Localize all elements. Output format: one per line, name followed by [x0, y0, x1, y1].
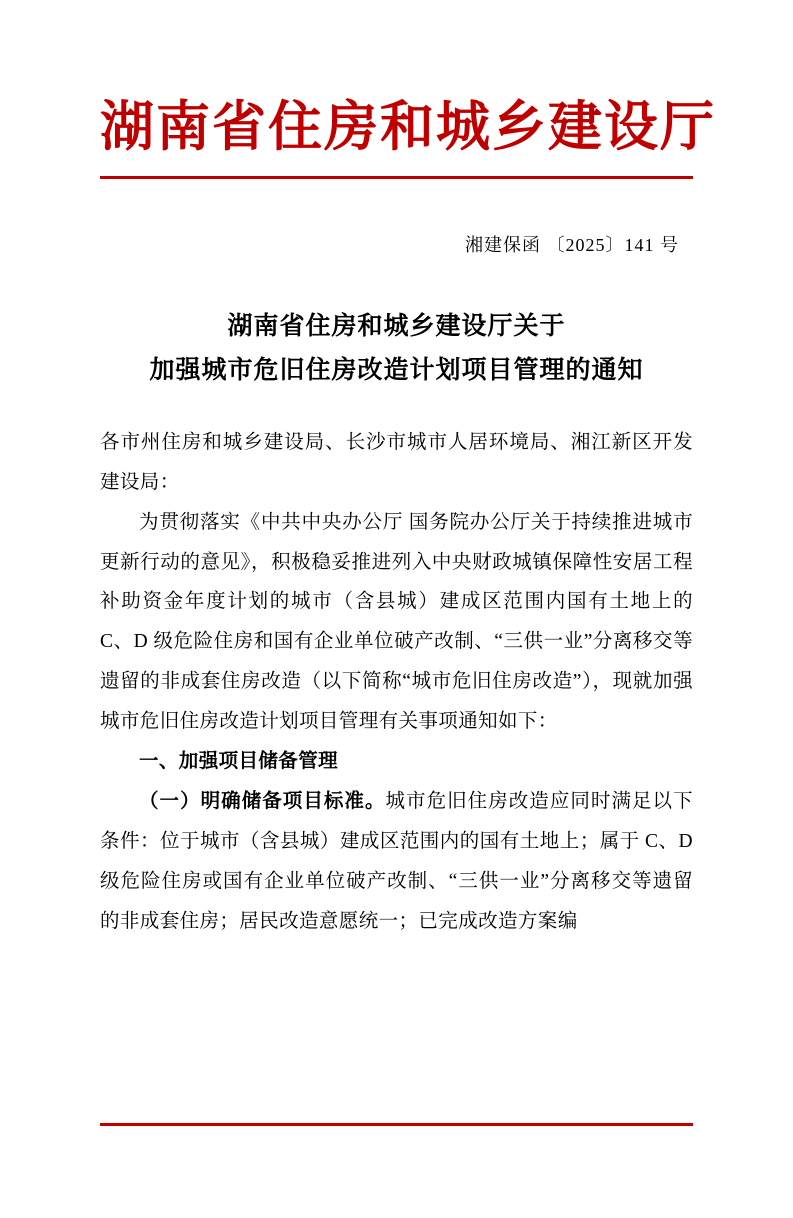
body-paragraph-1: 为贯彻落实《中共中央办公厅 国务院办公厅关于持续推进城市更新行动的意见》，积极稳妥推进列入中央财政城镇保障性安居工程补助资金年度计划的城市（含县城）建成区范围内国有土地上的 C、D 级危险住房和国有企业单位破产改制、“三供一业”分离移交等遗留的非成套住房改造（以下简称“城市危旧住房改造”），现就加强城市危旧住房改造计划项目管理有关事项通知如下： [100, 511, 693, 733]
issuing-agency-title: 湖南省住房和城乡建设厅 [100, 97, 716, 157]
masthead-divider [100, 176, 693, 179]
subsection-1-text: 城市危旧住房改造应同时满足以下条件：位于城市（含县城）建成区范围内的国有土地上；属于 C、D 级危险住房或国有企业单位破产改制、“三供一业”分离移交等遗留的非成套住房；居民改造意愿统一；已完成改造方案编 [100, 791, 693, 933]
document-number: 湘建保函 〔2025〕141 号 [465, 235, 679, 256]
addressee-line: 各市州住房和城乡建设局、长沙市城市人居环境局、湘江新区开发建设局： [100, 431, 693, 493]
document-title-line-2: 加强城市危旧住房改造计划项目管理的通知 [149, 356, 644, 384]
document-page [0, 96, 793, 1218]
footer-divider [100, 1123, 693, 1126]
subsection-1 [100, 782, 693, 942]
document-body [100, 423, 693, 943]
document-title-line-1: 湖南省住房和城乡建设厅关于 [227, 313, 566, 341]
document-title [100, 305, 693, 393]
section-heading-1: 一、加强项目储备管理 [139, 751, 339, 773]
subsection-1-label: （一）明确储备项目标准。 [139, 791, 386, 813]
masthead [100, 96, 716, 179]
